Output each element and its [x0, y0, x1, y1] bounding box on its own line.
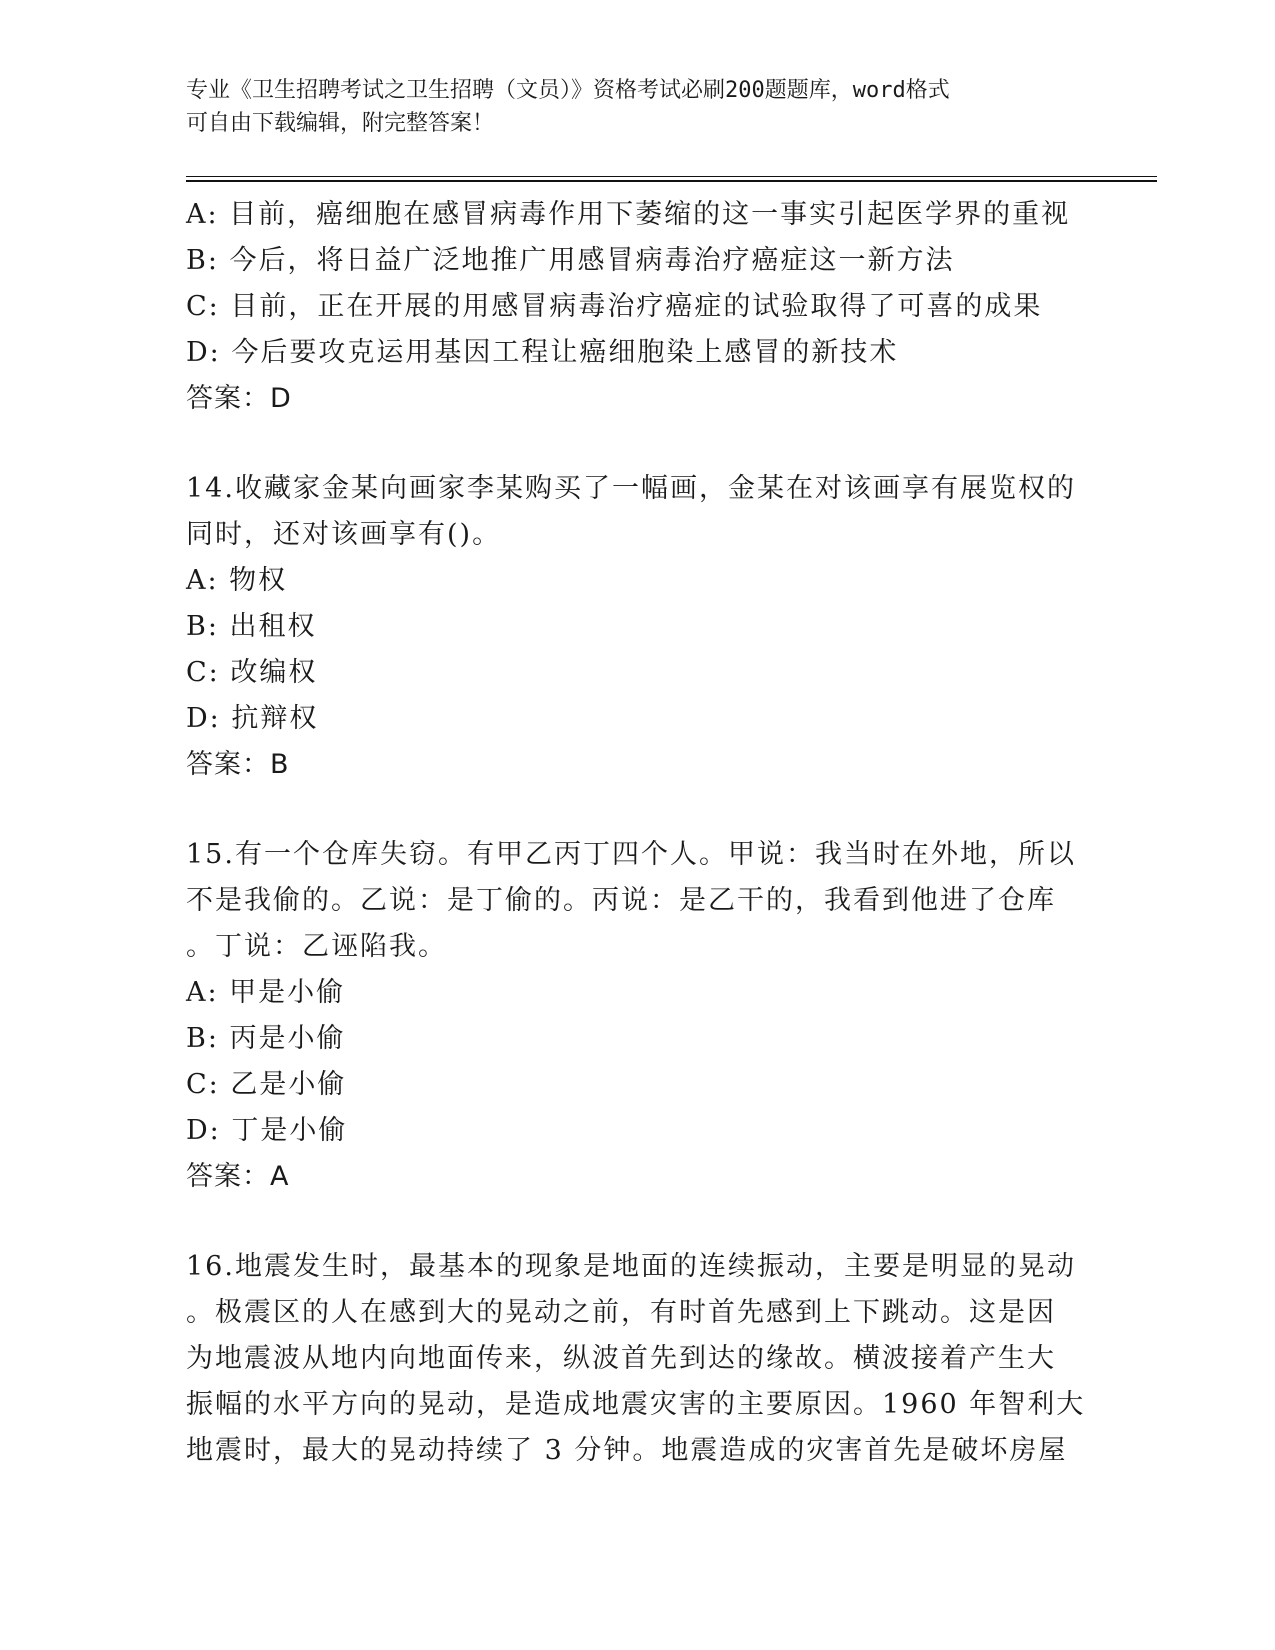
answer-label: 答案：A	[186, 1161, 290, 1192]
spacer	[186, 422, 1086, 466]
header-divider-thin	[186, 176, 1157, 177]
header-title-line-2: 可自由下载编辑，附完整答案！	[186, 111, 495, 136]
answer-label: 答案：B	[186, 749, 290, 780]
question-13-options	[186, 192, 1086, 422]
question-text-line: 为地震波从地内向地面传来，纵波首先到达的缘故。横波接着产生大	[186, 1343, 1056, 1374]
question-14	[186, 466, 1086, 788]
option-c: C: 目前，正在开展的用感冒病毒治疗癌症的试验取得了可喜的成果	[186, 291, 1043, 322]
option-a: A: 目前，癌细胞在感冒病毒作用下萎缩的这一事实引起医学界的重视	[186, 199, 1071, 230]
spacer	[186, 788, 1086, 832]
header-title-line-1: 专业《卫生招聘考试之卫生招聘（文员）》资格考试必刷200题题库，word格式	[186, 78, 950, 103]
question-text-line: 。极震区的人在感到大的晃动之前，有时首先感到上下跳动。这是因	[186, 1297, 1056, 1328]
option-b: B: 今后，将日益广泛地推广用感冒病毒治疗癌症这一新方法	[186, 245, 955, 276]
question-16	[186, 1244, 1086, 1474]
question-text-line: 同时，还对该画享有()。	[186, 519, 502, 550]
question-text-line: 不是我偷的。乙说：是丁偷的。丙说：是乙干的，我看到他进了仓库	[186, 885, 1056, 916]
spacer	[186, 1200, 1086, 1244]
question-text-line: 地震时，最大的晃动持续了 3 分钟。地震造成的灾害首先是破坏房屋	[186, 1435, 1068, 1466]
question-text-line: 16.地震发生时，最基本的现象是地面的连续振动，主要是明显的晃动	[186, 1251, 1076, 1282]
document-header	[186, 74, 1066, 140]
option-d: D: 今后要攻克运用基因工程让癌细胞染上感冒的新技术	[186, 337, 899, 368]
option-b: B: 丙是小偷	[186, 1023, 346, 1054]
question-text-line: 。丁说：乙诬陷我。	[186, 931, 447, 962]
document-body	[186, 192, 1086, 1474]
option-b: B: 出租权	[186, 611, 317, 642]
answer-label: 答案：D	[186, 383, 292, 414]
question-15	[186, 832, 1086, 1200]
option-d: D: 抗辩权	[186, 703, 319, 734]
option-c: C: 改编权	[186, 657, 318, 688]
option-d: D: 丁是小偷	[186, 1115, 348, 1146]
question-text-line: 14.收藏家金某向画家李某购买了一幅画，金某在对该画享有展览权的	[186, 473, 1076, 504]
question-text-line: 15.有一个仓库失窃。有甲乙丙丁四个人。甲说：我当时在外地，所以	[186, 839, 1076, 870]
option-a: A: 物权	[186, 565, 288, 596]
option-a: A: 甲是小偷	[186, 977, 346, 1008]
option-c: C: 乙是小偷	[186, 1069, 347, 1100]
header-divider-thick	[186, 180, 1157, 182]
question-text-line: 振幅的水平方向的晃动，是造成地震灾害的主要原因。1960 年智利大	[186, 1389, 1086, 1420]
